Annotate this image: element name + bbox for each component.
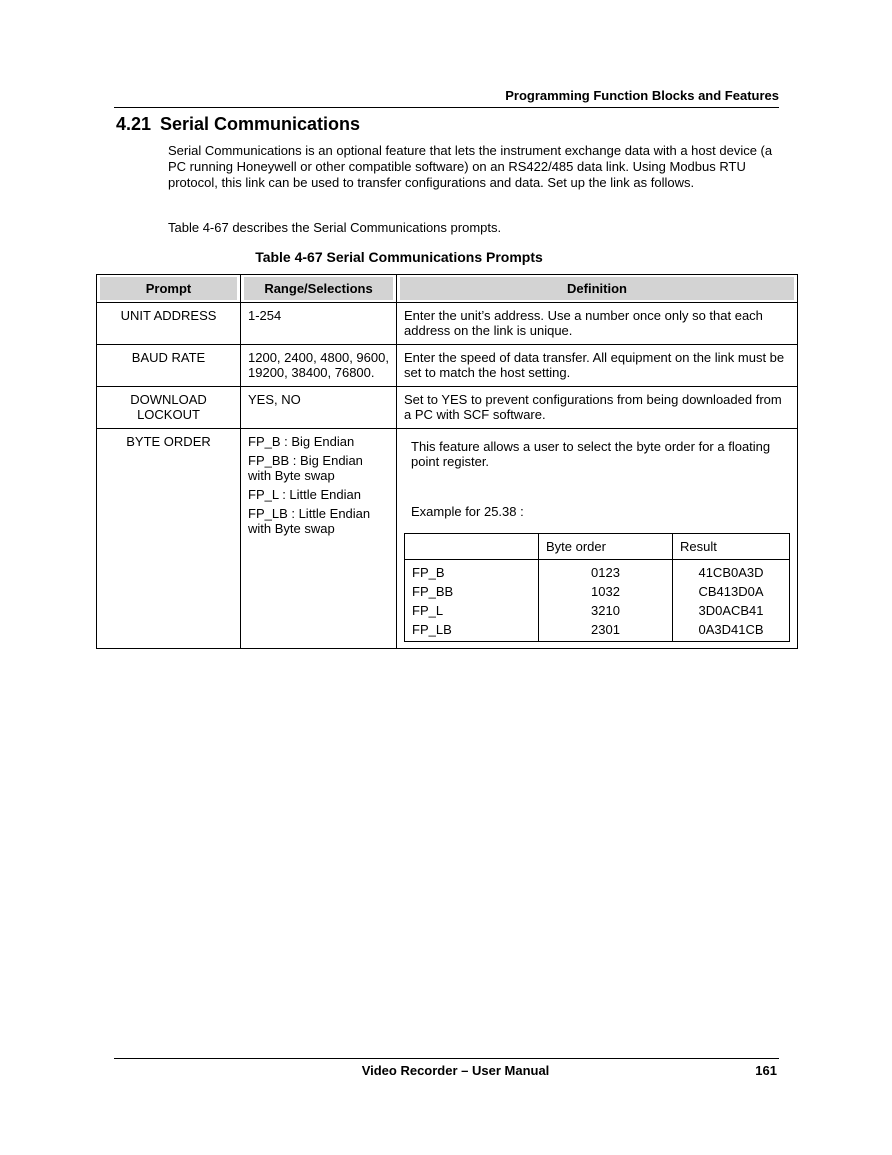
range-cell: 1200, 2400, 4800, 9600, 19200, 38400, 76800. bbox=[241, 345, 397, 387]
table-row bbox=[97, 387, 798, 429]
section-title bbox=[116, 114, 360, 135]
prompt-cell: DOWNLOAD LOCKOUT bbox=[97, 387, 241, 429]
example-byte-order: 0123 bbox=[591, 565, 620, 580]
header-range bbox=[241, 275, 397, 303]
example-header-row bbox=[405, 534, 790, 560]
example-byte-order: 3210 bbox=[591, 603, 620, 618]
example-result: 3D0ACB41 bbox=[698, 603, 764, 618]
example-label: Example for 25.38 : bbox=[411, 504, 524, 519]
example-header-cell bbox=[405, 534, 539, 560]
definition-cell: Set to YES to prevent configurations from being downloaded from a PC with SCF software. bbox=[397, 387, 798, 429]
example-result: CB413D0A bbox=[698, 584, 764, 599]
example-format: FP_B bbox=[412, 565, 445, 580]
definition-cell bbox=[397, 429, 798, 649]
prompt-cell: BAUD RATE bbox=[97, 345, 241, 387]
example-result-cell bbox=[673, 560, 790, 642]
example-format: FP_LB bbox=[412, 622, 452, 637]
example-header-cell: Byte order bbox=[539, 534, 673, 560]
footer-rule bbox=[114, 1058, 779, 1059]
table-row bbox=[97, 303, 798, 345]
header-prompt-label: Prompt bbox=[100, 277, 237, 300]
range-cell bbox=[241, 429, 397, 649]
byte-order-option: FP_B : Big Endian bbox=[248, 434, 355, 449]
example-byte-order-cell bbox=[539, 560, 673, 642]
table-row bbox=[97, 345, 798, 387]
table-reference: Table 4-67 describes the Serial Communications prompts. bbox=[168, 220, 502, 235]
example-byte-order: 1032 bbox=[591, 584, 620, 599]
section-title-text: Serial Communications bbox=[160, 114, 361, 134]
table-caption: Table 4-67 Serial Communications Prompts bbox=[255, 249, 543, 265]
header-definition-label: Definition bbox=[400, 277, 794, 300]
range-cell: 1-254 bbox=[241, 303, 397, 345]
example-format-cell bbox=[405, 560, 539, 642]
example-result: 41CB0A3D bbox=[698, 565, 764, 580]
header-definition bbox=[397, 275, 798, 303]
byte-order-example-table bbox=[404, 533, 790, 642]
header-prompt bbox=[97, 275, 241, 303]
definition-cell: Enter the speed of data transfer. All equipment on the link must be set to match the host setting. bbox=[397, 345, 798, 387]
example-format: FP_BB bbox=[412, 584, 454, 599]
example-row bbox=[405, 560, 790, 642]
section-number: 4.21 bbox=[116, 114, 152, 134]
table-row-byte-order bbox=[97, 429, 798, 649]
footer-title: Video Recorder – User Manual bbox=[361, 1063, 550, 1078]
header-rule bbox=[114, 107, 779, 108]
example-result: 0A3D41CB bbox=[698, 622, 764, 637]
definition-cell: Enter the unit’s address. Use a number once only so that each address on the link is unique. bbox=[397, 303, 798, 345]
running-header: Programming Function Blocks and Features bbox=[505, 88, 779, 103]
intro-paragraph: Serial Communications is an optional feature that lets the instrument exchange data with a host device (a PC running Honeywell or other compatible software) on an RS422/485 data link. Using Modbus RTU protocol, this link can be used to transfer configurations and data. Set up the link as follows. bbox=[168, 143, 773, 190]
byte-order-definition bbox=[404, 434, 790, 519]
byte-order-option: FP_L : Little Endian bbox=[248, 487, 361, 502]
range-cell: YES, NO bbox=[241, 387, 397, 429]
table-header-row bbox=[97, 275, 798, 303]
prompt-cell: UNIT ADDRESS bbox=[97, 303, 241, 345]
example-format: FP_L bbox=[412, 603, 444, 618]
prompt-cell: BYTE ORDER bbox=[97, 429, 241, 649]
prompts-table bbox=[96, 274, 798, 649]
byte-order-option: FP_LB : Little Endian with Byte swap bbox=[248, 506, 371, 536]
byte-order-description: This feature allows a user to select the byte order for a floating point register. bbox=[411, 439, 771, 469]
page-number: 161 bbox=[755, 1063, 777, 1078]
byte-order-option: FP_BB : Big Endian with Byte swap bbox=[248, 453, 363, 483]
header-range-label: Range/Selections bbox=[244, 277, 393, 300]
example-header-cell: Result bbox=[673, 534, 790, 560]
example-byte-order: 2301 bbox=[591, 622, 620, 637]
